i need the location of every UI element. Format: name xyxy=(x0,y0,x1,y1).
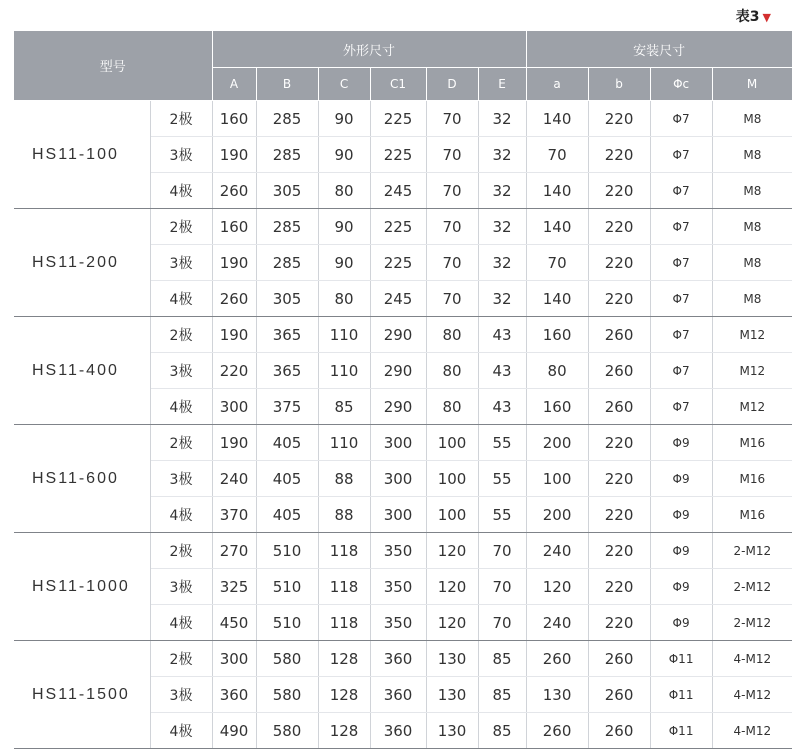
column-header: A xyxy=(212,68,256,101)
pole-cell: 3极 xyxy=(150,137,212,173)
value-cell: 43 xyxy=(478,353,526,389)
value-cell: 160 xyxy=(526,317,588,353)
value-cell: 285 xyxy=(256,209,318,245)
value-cell: 510 xyxy=(256,533,318,569)
column-header: D xyxy=(426,68,478,101)
value-cell: 118 xyxy=(318,569,370,605)
value-cell: 90 xyxy=(318,137,370,173)
value-cell: 225 xyxy=(370,101,426,137)
value-cell: 450 xyxy=(212,605,256,641)
value-cell: 130 xyxy=(426,641,478,677)
value-cell: 260 xyxy=(588,677,650,713)
pole-cell: 3极 xyxy=(150,245,212,281)
value-cell: 360 xyxy=(212,677,256,713)
value-cell: M8 xyxy=(712,173,792,209)
value-cell: 220 xyxy=(588,137,650,173)
value-cell: Φ7 xyxy=(650,137,712,173)
pole-cell: 2极 xyxy=(150,533,212,569)
value-cell: M8 xyxy=(712,209,792,245)
table-row xyxy=(14,209,792,245)
column-header: M xyxy=(712,68,792,101)
value-cell: 4-M12 xyxy=(712,713,792,749)
value-cell: 130 xyxy=(426,713,478,749)
value-cell: 2-M12 xyxy=(712,533,792,569)
value-cell: 190 xyxy=(212,425,256,461)
value-cell: 580 xyxy=(256,677,318,713)
value-cell: 70 xyxy=(478,533,526,569)
value-cell: 110 xyxy=(318,425,370,461)
column-header: C xyxy=(318,68,370,101)
value-cell: 70 xyxy=(426,173,478,209)
value-cell: 240 xyxy=(212,461,256,497)
value-cell: 70 xyxy=(426,209,478,245)
value-cell: 100 xyxy=(426,425,478,461)
value-cell: 580 xyxy=(256,641,318,677)
model-cell: HS11-600 xyxy=(14,425,150,533)
model-cell: HS11-200 xyxy=(14,209,150,317)
mounting-header: 安装尺寸 xyxy=(526,31,792,68)
value-cell: Φ9 xyxy=(650,605,712,641)
value-cell: 350 xyxy=(370,605,426,641)
table-number: 表3 xyxy=(735,9,760,25)
value-cell: 220 xyxy=(588,461,650,497)
column-header: b xyxy=(588,68,650,101)
value-cell: 260 xyxy=(588,317,650,353)
value-cell: 260 xyxy=(212,173,256,209)
value-cell: 220 xyxy=(588,425,650,461)
pole-cell: 2极 xyxy=(150,641,212,677)
value-cell: M8 xyxy=(712,101,792,137)
value-cell: 240 xyxy=(526,533,588,569)
value-cell: Φ7 xyxy=(650,173,712,209)
value-cell: 190 xyxy=(212,317,256,353)
value-cell: Φ7 xyxy=(650,317,712,353)
value-cell: 290 xyxy=(370,317,426,353)
dimensions-header: 外形尺寸 xyxy=(212,31,526,68)
value-cell: 365 xyxy=(256,353,318,389)
value-cell: 260 xyxy=(526,641,588,677)
value-cell: 405 xyxy=(256,425,318,461)
value-cell: 80 xyxy=(318,173,370,209)
value-cell: 90 xyxy=(318,209,370,245)
value-cell: 220 xyxy=(588,281,650,317)
value-cell: Φ7 xyxy=(650,209,712,245)
column-header: C1 xyxy=(370,68,426,101)
value-cell: 130 xyxy=(426,677,478,713)
download-arrow-icon: ▼ xyxy=(762,11,771,24)
value-cell: 120 xyxy=(526,569,588,605)
value-cell: 128 xyxy=(318,677,370,713)
value-cell: 300 xyxy=(370,425,426,461)
value-cell: 200 xyxy=(526,425,588,461)
value-cell: 80 xyxy=(318,281,370,317)
pole-cell: 2极 xyxy=(150,317,212,353)
table-label xyxy=(736,6,771,26)
value-cell: 140 xyxy=(526,209,588,245)
column-header: B xyxy=(256,68,318,101)
value-cell: 300 xyxy=(370,497,426,533)
value-cell: 160 xyxy=(212,209,256,245)
value-cell: 2-M12 xyxy=(712,569,792,605)
value-cell: 220 xyxy=(588,245,650,281)
value-cell: 240 xyxy=(526,605,588,641)
value-cell: 220 xyxy=(588,173,650,209)
value-cell: 120 xyxy=(426,605,478,641)
value-cell: 4-M12 xyxy=(712,641,792,677)
value-cell: 305 xyxy=(256,281,318,317)
value-cell: 290 xyxy=(370,389,426,425)
value-cell: M16 xyxy=(712,497,792,533)
value-cell: 110 xyxy=(318,317,370,353)
value-cell: M12 xyxy=(712,317,792,353)
value-cell: 140 xyxy=(526,173,588,209)
value-cell: M12 xyxy=(712,389,792,425)
value-cell: 405 xyxy=(256,461,318,497)
value-cell: 220 xyxy=(588,533,650,569)
model-cell: HS11-1000 xyxy=(14,533,150,641)
value-cell: 490 xyxy=(212,713,256,749)
pole-cell: 4极 xyxy=(150,713,212,749)
pole-cell: 2极 xyxy=(150,425,212,461)
value-cell: 128 xyxy=(318,641,370,677)
value-cell: 300 xyxy=(370,461,426,497)
value-cell: 225 xyxy=(370,209,426,245)
model-cell: HS11-400 xyxy=(14,317,150,425)
value-cell: 4-M12 xyxy=(712,677,792,713)
value-cell: Φ7 xyxy=(650,281,712,317)
value-cell: Φ9 xyxy=(650,425,712,461)
value-cell: 290 xyxy=(370,353,426,389)
column-header: E xyxy=(478,68,526,101)
value-cell: 118 xyxy=(318,605,370,641)
value-cell: 90 xyxy=(318,245,370,281)
value-cell: 360 xyxy=(370,713,426,749)
pole-cell: 4极 xyxy=(150,281,212,317)
value-cell: 90 xyxy=(318,101,370,137)
value-cell: 70 xyxy=(426,281,478,317)
value-cell: 325 xyxy=(212,569,256,605)
value-cell: 128 xyxy=(318,713,370,749)
value-cell: 220 xyxy=(588,569,650,605)
value-cell: 270 xyxy=(212,533,256,569)
value-cell: 510 xyxy=(256,569,318,605)
value-cell: 80 xyxy=(426,317,478,353)
value-cell: 80 xyxy=(426,389,478,425)
value-cell: 85 xyxy=(478,641,526,677)
value-cell: 220 xyxy=(588,209,650,245)
pole-cell: 3极 xyxy=(150,677,212,713)
column-header: Φc xyxy=(650,68,712,101)
value-cell: 55 xyxy=(478,497,526,533)
value-cell: Φ9 xyxy=(650,569,712,605)
value-cell: 32 xyxy=(478,209,526,245)
value-cell: Φ11 xyxy=(650,641,712,677)
table-row xyxy=(14,425,792,461)
value-cell: Φ11 xyxy=(650,677,712,713)
model-header: 型号 xyxy=(14,31,212,101)
value-cell: Φ9 xyxy=(650,497,712,533)
value-cell: 85 xyxy=(478,677,526,713)
value-cell: 88 xyxy=(318,497,370,533)
value-cell: 350 xyxy=(370,533,426,569)
model-cell: HS11-1500 xyxy=(14,641,150,749)
value-cell: Φ9 xyxy=(650,461,712,497)
value-cell: 260 xyxy=(588,713,650,749)
pole-cell: 3极 xyxy=(150,569,212,605)
value-cell: 100 xyxy=(426,461,478,497)
value-cell: Φ7 xyxy=(650,353,712,389)
pole-cell: 2极 xyxy=(150,101,212,137)
value-cell: 225 xyxy=(370,245,426,281)
value-cell: 43 xyxy=(478,389,526,425)
value-cell: 32 xyxy=(478,173,526,209)
value-cell: 160 xyxy=(212,101,256,137)
value-cell: 118 xyxy=(318,533,370,569)
value-cell: 200 xyxy=(526,497,588,533)
value-cell: 140 xyxy=(526,281,588,317)
value-cell: 260 xyxy=(212,281,256,317)
value-cell: 80 xyxy=(426,353,478,389)
value-cell: 220 xyxy=(588,101,650,137)
value-cell: M8 xyxy=(712,137,792,173)
value-cell: 32 xyxy=(478,245,526,281)
table-head xyxy=(14,31,792,101)
value-cell: 375 xyxy=(256,389,318,425)
value-cell: 32 xyxy=(478,101,526,137)
pole-cell: 4极 xyxy=(150,173,212,209)
value-cell: M8 xyxy=(712,245,792,281)
value-cell: 260 xyxy=(588,641,650,677)
value-cell: 120 xyxy=(426,569,478,605)
value-cell: 100 xyxy=(426,497,478,533)
value-cell: 140 xyxy=(526,101,588,137)
spec-table xyxy=(14,30,793,749)
value-cell: M16 xyxy=(712,425,792,461)
value-cell: 510 xyxy=(256,605,318,641)
value-cell: 55 xyxy=(478,425,526,461)
value-cell: 70 xyxy=(426,245,478,281)
model-cell: HS11-100 xyxy=(14,101,150,209)
value-cell: Φ7 xyxy=(650,101,712,137)
value-cell: 70 xyxy=(478,569,526,605)
value-cell: M16 xyxy=(712,461,792,497)
value-cell: 88 xyxy=(318,461,370,497)
value-cell: 360 xyxy=(370,677,426,713)
table-row xyxy=(14,533,792,569)
value-cell: 2-M12 xyxy=(712,605,792,641)
value-cell: 85 xyxy=(478,713,526,749)
value-cell: 580 xyxy=(256,713,318,749)
value-cell: Φ11 xyxy=(650,713,712,749)
value-cell: 365 xyxy=(256,317,318,353)
value-cell: 260 xyxy=(588,353,650,389)
value-cell: 55 xyxy=(478,461,526,497)
value-cell: 300 xyxy=(212,641,256,677)
value-cell: 225 xyxy=(370,137,426,173)
value-cell: 70 xyxy=(526,245,588,281)
value-cell: 70 xyxy=(426,137,478,173)
value-cell: 360 xyxy=(370,641,426,677)
column-header: a xyxy=(526,68,588,101)
value-cell: 260 xyxy=(588,389,650,425)
value-cell: 190 xyxy=(212,245,256,281)
value-cell: 370 xyxy=(212,497,256,533)
pole-cell: 4极 xyxy=(150,389,212,425)
table-row xyxy=(14,101,792,137)
value-cell: 43 xyxy=(478,317,526,353)
value-cell: 85 xyxy=(318,389,370,425)
value-cell: Φ7 xyxy=(650,389,712,425)
value-cell: 80 xyxy=(526,353,588,389)
value-cell: 285 xyxy=(256,137,318,173)
value-cell: 32 xyxy=(478,281,526,317)
value-cell: 190 xyxy=(212,137,256,173)
pole-cell: 3极 xyxy=(150,461,212,497)
value-cell: 220 xyxy=(212,353,256,389)
value-cell: Φ7 xyxy=(650,245,712,281)
table-row xyxy=(14,641,792,677)
value-cell: 70 xyxy=(426,101,478,137)
pole-cell: 4极 xyxy=(150,605,212,641)
value-cell: 305 xyxy=(256,173,318,209)
value-cell: 70 xyxy=(526,137,588,173)
value-cell: Φ9 xyxy=(650,533,712,569)
value-cell: M12 xyxy=(712,353,792,389)
value-cell: 220 xyxy=(588,497,650,533)
value-cell: 32 xyxy=(478,137,526,173)
value-cell: 300 xyxy=(212,389,256,425)
value-cell: 100 xyxy=(526,461,588,497)
value-cell: 70 xyxy=(478,605,526,641)
value-cell: 285 xyxy=(256,101,318,137)
value-cell: 130 xyxy=(526,677,588,713)
value-cell: 260 xyxy=(526,713,588,749)
value-cell: 245 xyxy=(370,281,426,317)
value-cell: 160 xyxy=(526,389,588,425)
pole-cell: 2极 xyxy=(150,209,212,245)
table-row xyxy=(14,317,792,353)
value-cell: 285 xyxy=(256,245,318,281)
value-cell: 405 xyxy=(256,497,318,533)
value-cell: 220 xyxy=(588,605,650,641)
pole-cell: 4极 xyxy=(150,497,212,533)
value-cell: 110 xyxy=(318,353,370,389)
pole-cell: 3极 xyxy=(150,353,212,389)
value-cell: M8 xyxy=(712,281,792,317)
value-cell: 350 xyxy=(370,569,426,605)
value-cell: 245 xyxy=(370,173,426,209)
value-cell: 120 xyxy=(426,533,478,569)
table-body xyxy=(14,101,792,749)
